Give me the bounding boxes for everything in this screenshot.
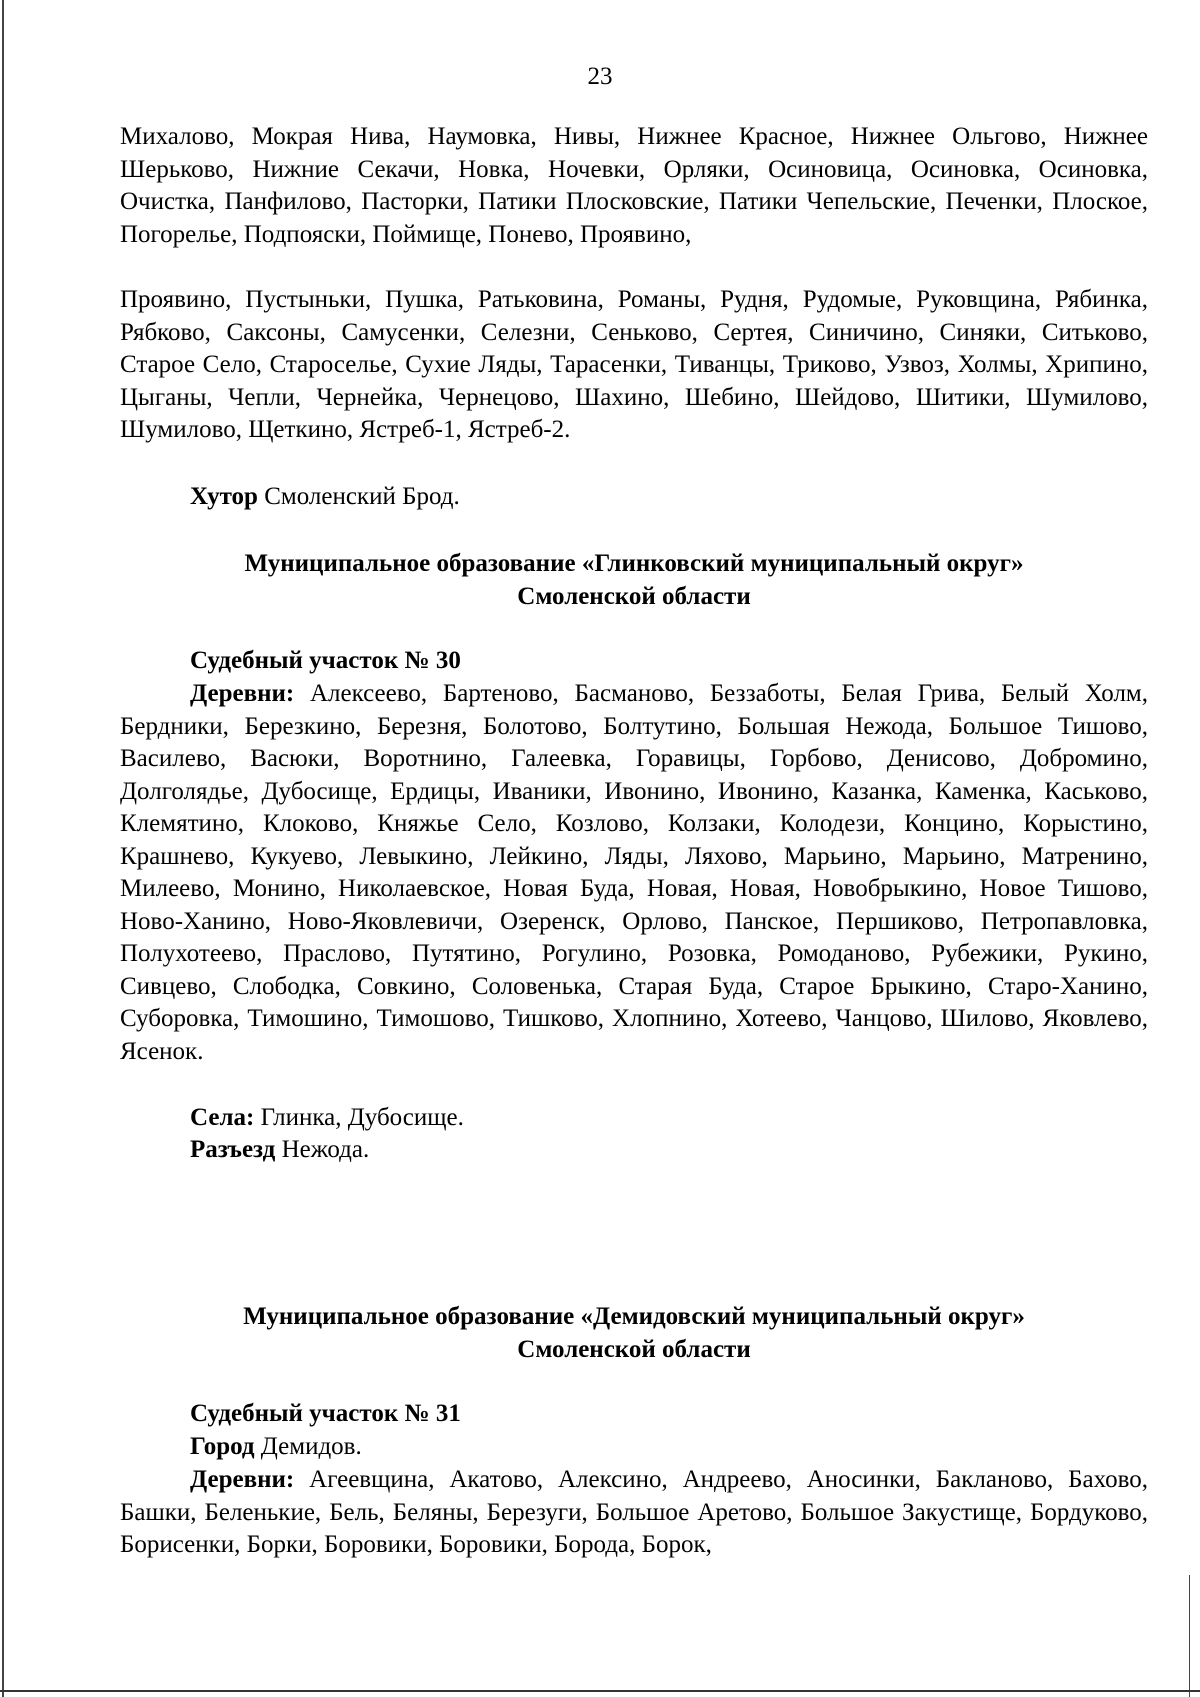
villages-text: Алексеево, Бартеново, Басманово, Беззаботы, Белая Грива, Белый Холм, Бердники, Березкино, Березня, Болотово, Болтутино, Большая Нежода, Большое Тишово, Василево, Васюки, Воротнино, Галеевка, Горавицы, Горбово, Денисово, Добромино, Долголядье, Дубосище, Ердицы, Иваники, Ивонино, Ивонино, Казанка, Каменка, Каськово, Клемятино, Клоково, Княжье Село, Козлово, Колзаки, Колодези, Концино, Корыстино, Крашнево, Кукуево, Левыкино, Лейкино, Ляды, Ляхово, Марьино, Марьино, Матренино, Милеево, Монино, Николаевское, Новая Буда, Новая, Новая, Новобрыкино, Новое Тишово, Ново-Ханино, Ново-Яковлевичи, Озеренск, Орлово, Панское, Першиково, Петропавловка, Полухотеево, Праслово, Путятино, Рогулино, Розовка, Ромоданово, Рубежики, Рукино, Сивцево, Слободка, Совкино, Соловенька, Старая Буда, Старое Брыкино, Старо-Ханино, Суборовка, Тимошино, Тимошово, Тишково, Хлопнино, Хотеево, Чанцово, Шилово, Яковлево, Ясенок. (120, 680, 1148, 1065)
sela-label: Села: (190, 1104, 255, 1131)
scan-edge-right (1189, 1575, 1191, 1697)
glinka-district-title (120, 645, 1148, 678)
villages-label: Деревни: (190, 680, 295, 707)
glinka-heading-line2: Смоленской области (517, 582, 751, 610)
khutor-label: Хутор (190, 483, 258, 510)
scan-edge-left (2, 0, 4, 1697)
glinka-razezd (120, 1134, 1148, 1167)
gorod-label: Город (190, 1433, 255, 1460)
demidov-villages (120, 1464, 1148, 1562)
gorod-text: Демидов. (254, 1433, 362, 1460)
villages-text: Агеевщина, Акатово, Алексино, Андреево, Аносинки, Бакланово, Бахово, Башки, Беленькие, Бель, Беляны, Березуги, Большое Аретово, Большое Закустище, Бордуково, Борисенки, Борки, Боровики, Боровики, Борода, Борок, (120, 1466, 1148, 1558)
district-title-text: Судебный участок № 30 (190, 647, 461, 674)
demidov-heading (120, 1301, 1148, 1366)
razezd-text: Нежода. (275, 1136, 370, 1163)
district-title-text: Судебный участок № 31 (190, 1400, 461, 1427)
scan-edge-bottom (0, 1690, 1200, 1692)
khutor-line (120, 481, 1148, 514)
demidov-gorod (120, 1431, 1148, 1464)
khutor-text: Смоленский Брод. (257, 483, 460, 510)
demidov-heading-line1: Муниципальное образование «Демидовский муниципальный округ» (243, 1303, 1025, 1330)
villages-list-continued-2: Проявино, Пустыньки, Пушка, Ратьковина, Романы, Рудня, Рудомые, Руковщина, Рябинка, Рябково, Саксоны, Самусенки, Селезни, Сеньково, Сертея, Синичино, Синяки, Ситьково, Старое Село, Староселье, Сухие Ляды, Тарасенки, Тиванцы, Триково, Узвоз, Холмы, Хрипино, Цыганы, Чепли, Чернейка, Чернецово, Шахино, Шебино, Шейдово, Шитики, Шумилово, Шумилово, Щеткино, Ястреб-1, Ястреб-2. (120, 286, 1148, 443)
glinka-sela (120, 1102, 1148, 1135)
page-number: 23 (587, 63, 613, 90)
demidov-heading-line2: Смоленской области (517, 1335, 751, 1363)
demidov-district-title (120, 1398, 1148, 1431)
razezd-label: Разъезд (190, 1136, 276, 1163)
villages-list-continued: Михалово, Мокрая Нива, Наумовка, Нивы, Нижнее Красное, Нижнее Ольгово, Нижнее Шерьково, Нижние Секачи, Новка, Ночевки, Орляки, Осиновица, Осиновка, Осиновка, Очистка, Панфилово, Пасторки, Патики Плосковские, Патики Чепельские, Печенки, Плоское, Погорелье, Подпояски, Поймище, Понево, Проявино, (120, 123, 1148, 248)
glinka-villages (120, 678, 1148, 1068)
glinka-heading-line1: Муниципальное образование «Глинковский муниципальный округ» (244, 550, 1024, 577)
glinka-heading (120, 548, 1148, 613)
villages-label: Деревни: (190, 1466, 295, 1493)
sela-text: Глинка, Дубосище. (254, 1104, 464, 1131)
